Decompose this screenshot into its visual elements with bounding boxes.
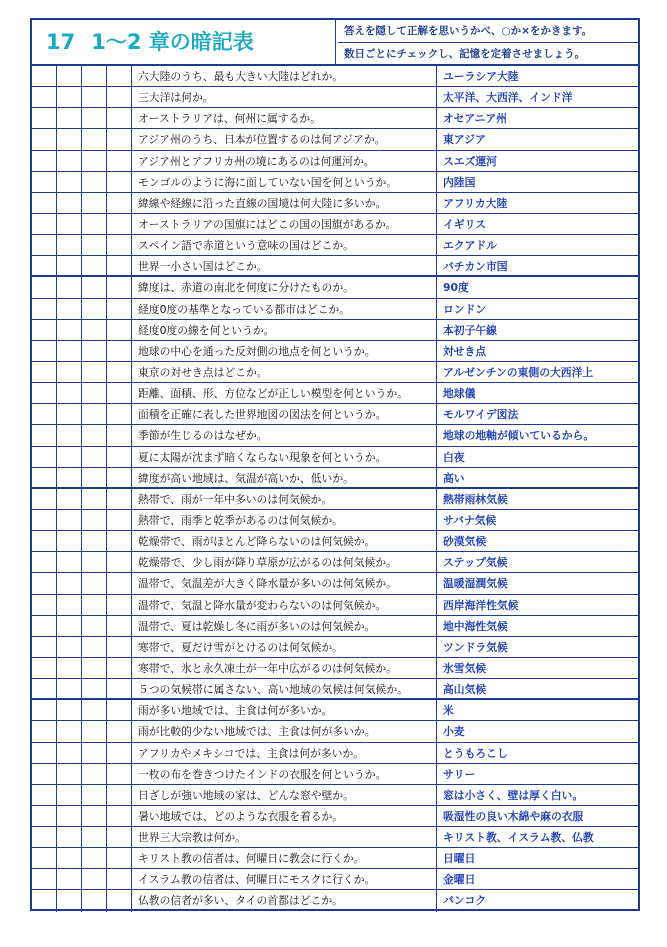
check-box-1[interactable] (32, 806, 57, 826)
check-box-4[interactable] (107, 721, 132, 741)
check-box-3[interactable] (82, 151, 107, 171)
check-box-4[interactable] (107, 510, 132, 530)
check-box-3[interactable] (82, 235, 107, 255)
check-box-2[interactable] (57, 573, 82, 593)
check-box-1[interactable] (32, 129, 57, 149)
check-box-2[interactable] (57, 66, 82, 86)
answer-text: 太平洋、大西洋、インド洋 (443, 91, 573, 105)
question-text: 雨が比較的少ない地域では、主食は何が多いか。 (133, 721, 437, 741)
check-box-1[interactable] (32, 658, 57, 678)
answer-text: イギリス (443, 217, 486, 231)
instruction-line-2: 数日ごとにチェックし、記憶を定着させましょう。 (344, 48, 586, 60)
check-box-1[interactable] (32, 87, 57, 107)
check-box-3[interactable] (82, 172, 107, 192)
question-text: アフリカやメキシコでは、主食は何が多いか。 (133, 743, 437, 763)
question-table (32, 66, 638, 912)
check-box-4[interactable] (107, 341, 132, 361)
question-text: イスラム教の信者は、何曜日にモスクに行くか。 (133, 869, 437, 889)
check-box-2[interactable] (57, 383, 82, 403)
check-box-4[interactable] (107, 552, 132, 572)
check-box-1[interactable] (32, 531, 57, 551)
answer-text: 地球の地軸が傾いているから。 (443, 429, 595, 443)
check-box-1[interactable] (32, 193, 57, 213)
check-box-1[interactable] (32, 848, 57, 868)
check-box-2[interactable] (57, 447, 82, 467)
table-row (32, 214, 638, 235)
check-box-4[interactable] (107, 172, 132, 192)
check-box-2[interactable] (57, 721, 82, 741)
table-row (32, 383, 638, 404)
table-row (32, 806, 638, 827)
table-row (32, 785, 638, 806)
check-box-2[interactable] (57, 362, 82, 382)
table-row (32, 299, 638, 320)
check-box-2[interactable] (57, 193, 82, 213)
question-text: 乾燥帯で、雨がほとんど降らないのは何気候か。 (133, 531, 437, 551)
answer-text: モルワイデ図法 (443, 408, 519, 422)
answer-text: とうもろこし (443, 746, 508, 760)
question-text: オーストラリアの国旗にはどこの国の国旗があるか。 (133, 214, 437, 234)
check-box-1[interactable] (32, 277, 57, 297)
table-row (32, 890, 638, 911)
check-box-1[interactable] (32, 573, 57, 593)
check-box-2[interactable] (57, 616, 82, 636)
check-box-1[interactable] (32, 151, 57, 171)
question-text: 経度0度の線を何というか。 (133, 320, 437, 340)
table-row (32, 151, 638, 172)
table-row (32, 277, 638, 298)
question-text: アジア州とアフリカ州の境にあるのは何運河か。 (133, 151, 437, 171)
check-box-2[interactable] (57, 890, 82, 911)
check-box-2[interactable] (57, 679, 82, 698)
question-text: オーストラリアは、何州に属するか。 (133, 108, 437, 128)
table-row (32, 700, 638, 721)
question-text: 熱帯で、雨季と乾季があるのは何気候か。 (133, 510, 437, 530)
check-box-2[interactable] (57, 869, 82, 889)
check-box-4[interactable] (107, 531, 132, 551)
check-box-4[interactable] (107, 214, 132, 234)
answer-text: 地球儀 (443, 387, 476, 401)
instructions (338, 20, 638, 64)
check-box-1[interactable] (32, 489, 57, 509)
check-box-2[interactable] (57, 256, 82, 275)
check-box-3[interactable] (82, 785, 107, 805)
answer-text: サバナ気候 (443, 513, 497, 527)
table-row (32, 510, 638, 531)
check-box-1[interactable] (32, 341, 57, 361)
sheet-header (32, 20, 638, 66)
check-box-3[interactable] (82, 806, 107, 826)
check-box-3[interactable] (82, 489, 107, 509)
answer-text: 吸湿性の良い木綿や麻の衣服 (443, 809, 584, 823)
check-box-3[interactable] (82, 404, 107, 424)
chapter-number: 17 (46, 30, 76, 54)
check-box-3[interactable] (82, 869, 107, 889)
table-row (32, 235, 638, 256)
check-box-2[interactable] (57, 848, 82, 868)
table-row (32, 595, 638, 616)
check-box-3[interactable] (82, 362, 107, 382)
check-box-4[interactable] (107, 595, 132, 615)
table-row (32, 172, 638, 193)
check-box-2[interactable] (57, 785, 82, 805)
answer-text: 対せき点 (443, 344, 487, 358)
table-row (32, 468, 638, 489)
check-box-2[interactable] (57, 595, 82, 615)
check-box-3[interactable] (82, 764, 107, 784)
check-box-3[interactable] (82, 108, 107, 128)
answer-text: バンコク (443, 894, 487, 908)
table-row (32, 848, 638, 869)
table-row (32, 552, 638, 573)
table-row (32, 489, 638, 510)
check-box-3[interactable] (82, 721, 107, 741)
check-box-1[interactable] (32, 679, 57, 698)
check-box-1[interactable] (32, 235, 57, 255)
check-box-1[interactable] (32, 66, 57, 86)
question-text: 夏に太陽が沈まず暗くならない現象を何というか。 (133, 447, 437, 467)
table-row (32, 616, 638, 637)
check-box-3[interactable] (82, 214, 107, 234)
check-box-3[interactable] (82, 425, 107, 445)
check-box-2[interactable] (57, 299, 82, 319)
question-text: アジア州のうち、日本が位置するのは何アジアか。 (133, 129, 437, 149)
table-row (32, 531, 638, 552)
check-box-4[interactable] (107, 193, 132, 213)
check-box-2[interactable] (57, 531, 82, 551)
question-text: モンゴルのように海に面していない国を何というか。 (133, 172, 437, 192)
check-box-4[interactable] (107, 616, 132, 636)
table-row (32, 764, 638, 785)
answer-text: 米 (443, 704, 454, 718)
check-box-3[interactable] (82, 595, 107, 615)
answer-text: 東アジア (443, 133, 486, 147)
check-box-3[interactable] (82, 616, 107, 636)
check-box-3[interactable] (82, 383, 107, 403)
answer-text: 高い (443, 471, 465, 485)
answer-text: エクアドル (443, 239, 497, 253)
check-box-2[interactable] (57, 637, 82, 657)
check-box-1[interactable] (32, 552, 57, 572)
question-text: 世界三大宗教は何か。 (133, 827, 437, 847)
check-box-2[interactable] (57, 552, 82, 572)
question-text: 雨が多い地域では、主食は何が多いか。 (133, 700, 437, 720)
table-row (32, 658, 638, 679)
table-row (32, 679, 638, 700)
check-box-2[interactable] (57, 341, 82, 361)
question-text: ５つの気候帯に属さない、高い地域の気候は何気候か。 (133, 679, 437, 698)
check-box-2[interactable] (57, 108, 82, 128)
check-box-2[interactable] (57, 764, 82, 784)
check-box-1[interactable] (32, 616, 57, 636)
check-box-4[interactable] (107, 320, 132, 340)
memorization-sheet (30, 18, 640, 911)
check-box-3[interactable] (82, 468, 107, 487)
check-box-3[interactable] (82, 87, 107, 107)
check-box-3[interactable] (82, 700, 107, 720)
check-box-2[interactable] (57, 404, 82, 424)
question-text: 日ざしが強い地域の家は、どんな窓や壁か。 (133, 785, 437, 805)
check-box-3[interactable] (82, 299, 107, 319)
question-text: 地球の中心を通った反対側の地点を何というか。 (133, 341, 437, 361)
answer-text: 西岸海洋性気候 (443, 598, 519, 612)
check-box-2[interactable] (57, 468, 82, 487)
check-box-1[interactable] (32, 700, 57, 720)
check-box-1[interactable] (32, 320, 57, 340)
check-box-1[interactable] (32, 404, 57, 424)
answer-text: 高山気候 (443, 683, 487, 697)
table-row (32, 447, 638, 468)
answer-text: 金曜日 (443, 873, 476, 887)
check-box-2[interactable] (57, 827, 82, 847)
answer-text: 温暖湿潤気候 (443, 577, 508, 591)
answer-text: 窓は小さく、壁は厚く白い。 (443, 788, 584, 802)
question-text: 乾燥帯で、少し雨が降り草原が広がるのは何気候か。 (133, 552, 437, 572)
table-row (32, 404, 638, 425)
table-row (32, 66, 638, 87)
check-box-4[interactable] (107, 658, 132, 678)
check-box-4[interactable] (107, 637, 132, 657)
check-box-4[interactable] (107, 679, 132, 698)
check-box-1[interactable] (32, 383, 57, 403)
table-row (32, 743, 638, 764)
check-box-2[interactable] (57, 489, 82, 509)
check-box-1[interactable] (32, 108, 57, 128)
check-box-3[interactable] (82, 510, 107, 530)
question-text: 緯度が高い地域は、気温が高いか、低いか。 (133, 468, 437, 487)
check-box-4[interactable] (107, 447, 132, 467)
check-box-2[interactable] (57, 320, 82, 340)
table-row (32, 256, 638, 277)
check-box-4[interactable] (107, 151, 132, 171)
check-box-2[interactable] (57, 214, 82, 234)
table-row (32, 362, 638, 383)
answer-text: 白夜 (443, 450, 465, 464)
table-row (32, 341, 638, 362)
table-row (32, 193, 638, 214)
question-text: 緯線や経線に沿った直線の国境は何大陸に多いか。 (133, 193, 437, 213)
table-row (32, 87, 638, 108)
check-box-3[interactable] (82, 552, 107, 572)
check-box-4[interactable] (107, 700, 132, 720)
check-box-4[interactable] (107, 573, 132, 593)
check-box-4[interactable] (107, 362, 132, 382)
answer-text: 地中海性気候 (443, 619, 508, 633)
check-box-2[interactable] (57, 277, 82, 297)
question-text: 一枚の布を巻きつけたインドの衣服を何というか。 (133, 764, 437, 784)
check-box-4[interactable] (107, 87, 132, 107)
check-box-4[interactable] (107, 383, 132, 403)
answer-text: バチカン市国 (443, 260, 508, 274)
check-box-2[interactable] (57, 235, 82, 255)
answer-text: キリスト教、イスラム教、仏教 (443, 831, 594, 845)
question-text: 東京の対せき点はどこか。 (133, 362, 437, 382)
answer-text: 90度 (443, 281, 469, 295)
check-box-1[interactable] (32, 595, 57, 615)
question-text: 緯度は、赤道の南北を何度に分けたものか。 (133, 277, 437, 297)
question-text: 温帯で、気温と降水量が変わらないのは何気候か。 (133, 595, 437, 615)
question-text: キリスト教の信者は、何曜日に教会に行くか。 (133, 848, 437, 868)
answer-text: スエズ運河 (443, 154, 497, 168)
check-box-3[interactable] (82, 531, 107, 551)
question-text: 経度0度の基準となっている都市はどこか。 (133, 299, 437, 319)
table-row (32, 721, 638, 742)
check-box-2[interactable] (57, 87, 82, 107)
table-row (32, 425, 638, 446)
table-row (32, 869, 638, 890)
question-text: 三大洋は何か。 (133, 87, 437, 107)
check-box-3[interactable] (82, 848, 107, 868)
answer-text: 内陸国 (443, 175, 476, 189)
check-box-1[interactable] (32, 869, 57, 889)
check-box-1[interactable] (32, 214, 57, 234)
check-box-4[interactable] (107, 806, 132, 826)
check-box-3[interactable] (82, 129, 107, 149)
check-box-1[interactable] (32, 362, 57, 382)
check-box-4[interactable] (107, 277, 132, 297)
table-row (32, 320, 638, 341)
check-box-1[interactable] (32, 468, 57, 487)
answer-text: アフリカ大陸 (443, 196, 508, 210)
check-box-4[interactable] (107, 425, 132, 445)
check-box-1[interactable] (32, 890, 57, 911)
answer-text: ステップ気候 (443, 556, 508, 570)
check-box-2[interactable] (57, 172, 82, 192)
answer-text: サリー (443, 767, 476, 781)
question-text: 距離、面積、形、方位などが正しい模型を何というか。 (133, 383, 437, 403)
check-box-4[interactable] (107, 743, 132, 763)
question-text: 世界一小さい国はどこか。 (133, 256, 437, 275)
answer-text: ユーラシア大陸 (443, 70, 519, 83)
check-box-4[interactable] (107, 129, 132, 149)
check-box-1[interactable] (32, 256, 57, 275)
question-text: 熱帯で、雨が一年中多いのは何気候か。 (133, 489, 437, 509)
check-box-3[interactable] (82, 827, 107, 847)
check-box-3[interactable] (82, 193, 107, 213)
instruction-line-1: 答えを隠して正解を思いうかべ、○か×をかきます。 (338, 20, 638, 43)
check-box-4[interactable] (107, 869, 132, 889)
check-box-1[interactable] (32, 172, 57, 192)
check-box-4[interactable] (107, 256, 132, 275)
question-text: 温帯で、気温差が大きく降水量が多いのは何気候か。 (133, 573, 437, 593)
check-box-3[interactable] (82, 743, 107, 763)
check-box-4[interactable] (107, 404, 132, 424)
table-row (32, 573, 638, 594)
table-row (32, 827, 638, 848)
check-box-4[interactable] (107, 890, 132, 911)
check-box-2[interactable] (57, 700, 82, 720)
check-box-2[interactable] (57, 658, 82, 678)
question-text: 寒帯で、夏だけ雪がとけるのは何気候か。 (133, 637, 437, 657)
question-text: 寒帯で、氷と永久凍土が一年中広がるのは何気候か。 (133, 658, 437, 678)
check-box-1[interactable] (32, 425, 57, 445)
check-box-2[interactable] (57, 425, 82, 445)
check-box-3[interactable] (82, 890, 107, 911)
question-text: 温帯で、夏は乾燥し冬に雨が多いのは何気候か。 (133, 616, 437, 636)
answer-text: アルゼンチンの東側の大西洋上 (443, 365, 594, 379)
table-row (32, 108, 638, 129)
answer-text: 砂漠気候 (443, 535, 487, 549)
check-box-3[interactable] (82, 341, 107, 361)
answer-text: 日曜日 (443, 852, 476, 866)
check-box-4[interactable] (107, 468, 132, 487)
check-box-3[interactable] (82, 637, 107, 657)
question-text: 仏教の信者が多い、タイの首都はどこか。 (133, 890, 437, 911)
sheet-title (32, 20, 336, 64)
check-box-1[interactable] (32, 510, 57, 530)
check-box-1[interactable] (32, 764, 57, 784)
check-box-3[interactable] (82, 320, 107, 340)
answer-text: 氷雪気候 (443, 661, 487, 675)
check-box-3[interactable] (82, 679, 107, 698)
check-box-3[interactable] (82, 66, 107, 86)
answer-text: ツンドラ気候 (443, 640, 508, 654)
check-box-2[interactable] (57, 510, 82, 530)
check-box-3[interactable] (82, 573, 107, 593)
check-box-2[interactable] (57, 129, 82, 149)
check-box-3[interactable] (82, 658, 107, 678)
check-box-1[interactable] (32, 785, 57, 805)
check-box-4[interactable] (107, 299, 132, 319)
answer-text: 本初子午線 (443, 323, 497, 337)
question-text: スペイン語で赤道という意味の国はどこか。 (133, 235, 437, 255)
check-box-4[interactable] (107, 489, 132, 509)
question-text: 暑い地域では、どのような衣服を着るか。 (133, 806, 437, 826)
check-box-1[interactable] (32, 637, 57, 657)
table-row (32, 129, 638, 150)
check-box-1[interactable] (32, 447, 57, 467)
question-text: 面積を正確に表した世界地図の図法を何というか。 (133, 404, 437, 424)
check-box-2[interactable] (57, 151, 82, 171)
table-row (32, 637, 638, 658)
check-box-1[interactable] (32, 827, 57, 847)
check-box-3[interactable] (82, 277, 107, 297)
check-box-4[interactable] (107, 785, 132, 805)
question-text: 六大陸のうち、最も大きい大陸はどれか。 (133, 66, 437, 86)
answer-text: オセアニア州 (443, 112, 507, 126)
title-text: 1～2 章の暗記表 (91, 30, 254, 54)
check-box-4[interactable] (107, 848, 132, 868)
answer-text: ロンドン (443, 302, 487, 316)
check-box-3[interactable] (82, 256, 107, 275)
answer-text: 熱帯雨林気候 (443, 492, 508, 506)
check-box-4[interactable] (107, 235, 132, 255)
check-box-1[interactable] (32, 721, 57, 741)
answer-text: 小麦 (443, 725, 465, 739)
check-box-4[interactable] (107, 108, 132, 128)
check-box-1[interactable] (32, 743, 57, 763)
check-box-2[interactable] (57, 743, 82, 763)
check-box-4[interactable] (107, 827, 132, 847)
check-box-1[interactable] (32, 299, 57, 319)
check-box-3[interactable] (82, 447, 107, 467)
question-text: 季節が生じるのはなぜか。 (133, 425, 437, 445)
check-box-2[interactable] (57, 806, 82, 826)
check-box-4[interactable] (107, 66, 132, 86)
check-box-4[interactable] (107, 764, 132, 784)
